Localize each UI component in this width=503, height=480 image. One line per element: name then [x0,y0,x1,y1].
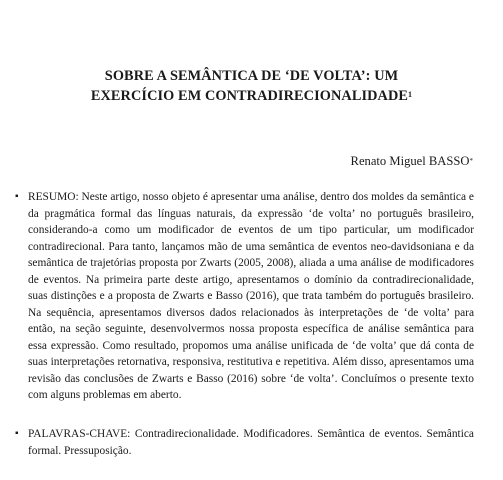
title-footnote-mark[interactable]: 1 [408,90,413,99]
abstract-paragraph [16,189,474,404]
keywords-section [16,426,474,459]
abstract-text: Neste artigo, nosso objeto é apresentar uma análise, dentro dos moldes da semântica e da pragmática formal das línguas naturais, da expressão ‘de volta’ no português brasileiro, considerando-a como um modificador de eventos de um tipo particular, um modificador contradirecional. Para tanto, lançamos mão de uma semântica de eventos neo-davidsoniana e da semântica de trajetórias proposta por Zwarts (2005, 2008), aliada a uma análise de modificadores de eventos. Na primeira parte deste artigo, apresentamos o domínio da contradirecionalidade, suas distinções e a proposta de Zwarts e Basso (2016), que trata também do português brasileiro. Na sequência, apresentamos diversos dados relacionados às interpretações de ‘de volta’ para então, na seção seguinte, desenvolvermos nossa proposta específica de análise semântica para essa expressão. Como resultado, propomos uma análise unificada de ‘de volta’ que dá conta de suas interpretações retornativa, responsiva, restitutiva e repetitiva. Além disso, apresentamos uma revisão das conclusões de Zwarts e Basso (2016) sobre ‘de volta’. Concluímos o presente texto com alguns problemas em aberto. [28,191,474,401]
author-name: Renato Miguel BASSO [350,154,470,168]
abstract-label: RESUMO: [28,191,79,203]
author-footnote-mark[interactable]: * [469,157,473,165]
abstract-bullet-icon: ▪ [15,191,19,202]
author-byline [351,153,473,169]
keywords-paragraph [16,426,474,459]
title-line-2 [0,86,503,106]
keywords-bullet-icon: ▪ [15,428,19,439]
title-line-1: SOBRE A SEMÂNTICA DE ‘DE VOLTA’: UM [104,68,399,84]
abstract-section [16,189,474,404]
keywords-text: Contradirecionalidade. Modificadores. Semântica de eventos. Semântica formal. Pressuposição. [28,428,474,457]
article-title [0,66,503,106]
keywords-label: PALAVRAS-CHAVE: [28,428,131,440]
title-line-2-text: EXERCÍCIO EM CONTRADIRECIONALIDADE [90,88,409,104]
